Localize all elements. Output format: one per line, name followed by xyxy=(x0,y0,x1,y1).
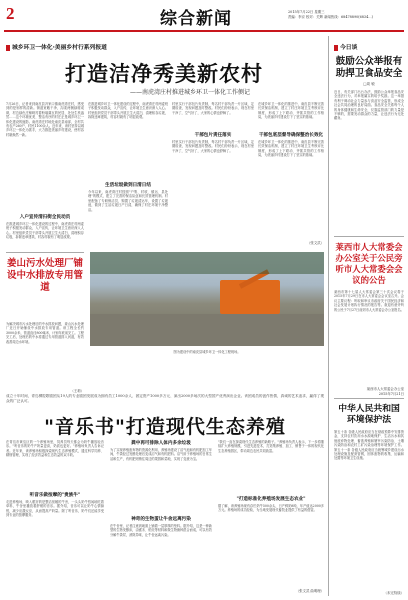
middle-brief: 成立十年时间，青岛柳腔歌剧团从19人的专业剧团发展成为拥有员工1000余人、固定资产1000多万元、演出2000多场次的大型国产优秀演出企业。该团成员的创作热情，真诚的艺术追求，赢得了观众的广泛认可。 xyxy=(6,394,324,403)
law-body: 第五十条 各级人民政府应当在财政预算中安排资金，支持农村饮用水水源地保护、生活污水和其他废弃物处理、畜禽养殖和屠宰污染防治、土壤污染防治和农村工矿污染治理等环境保护工作。第五十一条 各级人民政府应当统筹城乡建设污水处理设施及配套管网，固体废物的收集、运输和处置等环境卫生设施。 xyxy=(334,430,404,461)
series-tag xyxy=(6,42,107,51)
main-byline: （张文武） xyxy=(307,241,324,245)
main-body-2b: 在推进城乡环卫一体化建设的过程中，南虎湾庄村两委班子积极发动群众，入户宣传，让环境卫生意识深入人心。村里组织党员干部带头开展卫生大清扫，清理积存垃圾，拆除违章建筑，村容村貌有了明显改观。 xyxy=(88,102,168,120)
main-body-5b: 在城乡环卫一体化的推进中，南皮县不断完善长效保洁机制，建立了村庄环境卫生考核评比制度，形成了上下联动、齐抓共管的工作格局，为美丽乡村建设打下了坚实的基础。 xyxy=(258,140,324,158)
feature-col2-text2: 在牛舍里，记者注意到地面上铺着一层厚厚的垫料。据介绍，这是一种新型的生物发酵床，由锯末、稻壳等材料和微生物菌种混合而成，可以有效分解牛粪尿，消除异味，让牛舍远离污染。 xyxy=(110,524,212,537)
feature-sub-d: "打造标准化养殖场发展生态农业" xyxy=(236,497,306,502)
main-sub-2: 生活垃圾做到日清日结 xyxy=(105,183,151,188)
feature-col1-text: 在青岛市黄岛区的一个养殖场里，饲养员每天都会为奶牛播放轻音乐。"听音乐的奶牛产奶量更高，奶质也更好。"养殖场负责人告诉记者。近年来，该养殖场积极探索现代生态养殖模式，通过科学饲养、精细管理，实现了经济效益和生态效益的双丰收。 xyxy=(6,440,104,458)
section-title: 综合新闻 xyxy=(160,9,232,29)
sidebar-tag xyxy=(334,42,357,51)
notice-sig-org: 莱西市人大常委会办公室 xyxy=(366,387,404,391)
main-body-5: 在城乡环卫一体化的推进中，南皮县不断完善长效保洁机制，建立了村庄环境卫生考核评比制度，形成了上下联动、齐抓共管的工作格局，为美丽乡村建设打下了坚实的基础。 xyxy=(258,102,324,120)
tag-bar-icon xyxy=(6,45,10,51)
feature-col1-text2: 走进养殖场，映入眼帘的是整洁宽敞的牛舍，一头头奶牛悠闲地吃着草料，牛舍里播放着舒缓的音乐。据介绍，音乐可以让奶牛心情愉悦，减少应激反应，从而提高产奶量。除了听音乐，奶牛们还能享受到专业的按摩服务。 xyxy=(6,500,104,518)
main-body-2: 在推进城乡环卫一体化建设的过程中，南虎湾庄村两委班子积极发动群众，入户宣传，让环境卫生意识深入人心。村里组织党员干部带头开展卫生大清扫，清理积存垃圾，拆除违章建筑，村容村貌有了明显改观。 xyxy=(6,222,84,240)
sidebar-bar-icon xyxy=(334,45,338,51)
main-sub-3: 干部包片责任落实 xyxy=(194,133,232,138)
feature-col2-text: 为了实现养殖废弃物的资源化利用，养殖场建设了沼气池和有机肥加工车间，牛粪经过发酵处理后变成沼气和有机肥料。沼气用于养殖场的日常生活和生产，有机肥则销往周边的果园和菜地，实现了变废为宝。 xyxy=(110,448,212,461)
main-body-4: 村里实行干部包片负责制，每名村干部负责一片区域，定期检查，发现问题及时整改。村民们纷纷表示，现在村里干净了，空气好了，大家的心情也舒畅了。 xyxy=(172,102,254,115)
main-body-3: 今年以来，南虎湾庄村按照"户集、村收、镇运、县处理"的模式，建立了完善的保洁队伍和长效管理机制。村里配备了专职保洁员，购置了垃圾清运车，设置了垃圾池，做到了生活垃圾日产日清，确保了村庄环境干净整洁。 xyxy=(88,190,168,212)
feature-sub-b: 粪中再可排除人体内多余垃圾 xyxy=(131,441,191,446)
page-number: 2 xyxy=(6,4,15,23)
feature-col3-text2: 据了解，该养殖场现有存栏奶牛500余头，日产鲜奶8吨，年产值达2000多万元。养殖场的成功经验，为当地发展现代畜牧业提供了有益的借鉴。 xyxy=(218,504,324,513)
notice-headline: 莱西市人大常委会办公室关于公民旁听市人大常委会会议的公告 xyxy=(335,242,403,285)
sidebar-headline: 鼓励公众举报有助捍卫食品安全 xyxy=(335,56,403,79)
sidebar-label: 今日谈 xyxy=(340,45,358,51)
left-body: 为解决城市污水处理后的中水排放问题，姜山污水处理厂近日开始铺设中水排放专用管道。该工程全长约3000余米，管道直径800毫米，计划年底前完工。工程完工后，处理后的中水将通过专用管道排入河道，有效改善周边水环境。 xyxy=(6,322,84,344)
editors-line: 责编：李京 校对：关辉 xyxy=(288,14,323,19)
feature-sub-a: 听音乐做按摩的"贵族牛" xyxy=(29,493,81,498)
excavator-shape xyxy=(220,280,280,314)
feature-byline: （张文武 曲明理） xyxy=(295,589,324,593)
feature-sub-c: 神奇的生物蛋让牛舍远离污染 xyxy=(131,517,191,522)
sidebar-divider xyxy=(328,36,329,596)
series-label: 城乡环卫一体化·美丽乡村行系列报道 xyxy=(12,45,107,51)
feature-headline: "音乐书"打造现代生态养殖 xyxy=(44,416,286,438)
news-photo xyxy=(90,252,324,346)
left-byline: （王莉） xyxy=(70,389,84,393)
header-meta xyxy=(288,10,404,19)
hotline: 新闻热线：68478890(6834…) xyxy=(324,14,373,19)
header-rule xyxy=(4,30,404,32)
main-sub-4: 干部包底层督导确保整治长效化 xyxy=(258,133,324,138)
date-line: 2015年7月22日 星期三 xyxy=(288,10,325,14)
main-body-4b: 村里实行干部包片负责制，每名村干部负责一片区域，定期检查，发现问题及时整改。村民们纷纷表示，现在村里干净了，空气好了，大家的心情也舒畅了。 xyxy=(172,140,254,153)
main-body-1: 7月26日，记者来到南皮县冯家口镇南虎湾庄村，感受到的是别样的清新。街道宽敞干净，沟渠两侧绿树成荫，村边绿色庄稼映衬着粉墙黛瓦的民居，处处生机盎然……这个环境优美、整洁有序的村庄正是城乡环卫一体化建设的缩影。南虎湾庄村地处南皮县南部，全村共有农户260户，村民1100余人。近年来，该村坚持以城乡环卫一体化为抓手，大力推进美丽乡村建设，使村容村貌焕然一新。 xyxy=(6,102,84,137)
notice-sig-date: 2015年7月21日 xyxy=(378,392,404,396)
sidebar-rule-2 xyxy=(334,398,404,399)
main-sub-1: 入户宣传清扫街全民动员 xyxy=(19,215,71,220)
feature-col3-text: "我们一直在探索现代生态养殖的新路子。"养殖场负责人表示，下一步将继续扩大养殖规模，引进先进技术，打造集养殖、加工、销售于一体的现代化生态养殖园区，带动周边农民共同致富。 xyxy=(218,440,324,453)
main-headline: 打造洁净秀美新农村 xyxy=(65,61,263,86)
left-headline: 姜山污水处理厂铺设中水排放专用管道 xyxy=(6,258,83,293)
sidebar-author: □周 敏 xyxy=(363,82,375,86)
law-continue: （未完待续） xyxy=(383,591,404,595)
photo-road xyxy=(90,314,324,346)
sidebar-rule xyxy=(334,236,404,237)
photo-trees xyxy=(90,252,324,274)
main-subheadline: ——南虎湾庄村推进城乡环卫一体化工作侧记 xyxy=(129,89,250,96)
sidebar-body: 近日，有关部门出台办法，鼓励公众举报食品安全违法行为，对举报属实的给予奖励。这一举措有利于调动社会力量参与食品安全监管，形成全社会共同治理的良好局面。食品安全关系每个人的身体健康和生命安全，仅靠监管部门的力量是不够的，需要发动群众的力量，让违法行为无处藏身。 xyxy=(334,90,404,121)
divider xyxy=(6,252,84,253)
photo-caption: 图为建设中的南皮县城乡环卫一体化工程现场。 xyxy=(173,350,241,354)
law-headline: 中华人民共和国环境保护法 xyxy=(338,404,400,425)
notice-body: 莱西市第十七届人大常委会第三十次会议将于2015年7月29日在市人大常委会会议室召开。会议主要议程：听取和审议市政府关于国民经济和社会发展计划执行情况的报告等。欢迎有意旁听的公民于7月27日前到市人大常委会办公室报名。 xyxy=(334,290,404,312)
